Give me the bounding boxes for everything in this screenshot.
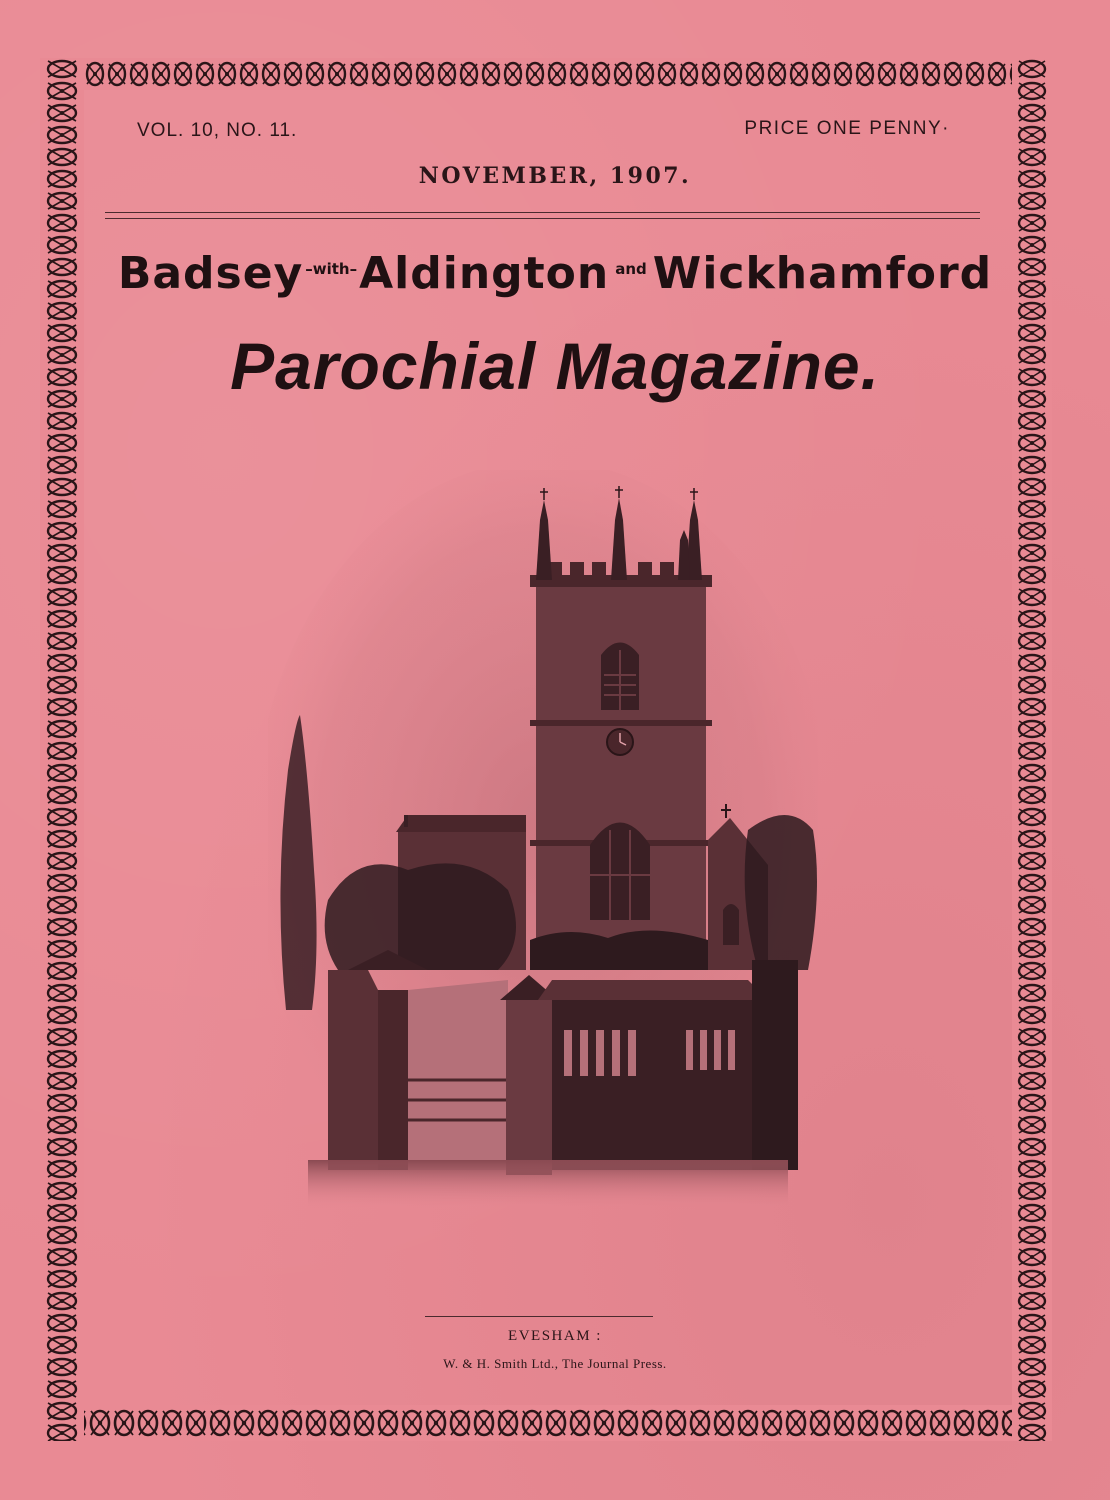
publisher-name: W. & H. Smith Ltd., The Journal Press. — [443, 1356, 667, 1371]
title-wickhamford: Wickhamford — [652, 248, 993, 299]
church-photograph — [268, 470, 818, 1210]
title-badsey: Badsey — [117, 248, 304, 299]
issue-date: NOVEMBER, 1907. — [418, 163, 692, 189]
price-label: PRICE ONE PENNY· — [744, 118, 950, 139]
header-divider — [105, 212, 980, 213]
magazine-subtitle: Parochial Magazine. — [230, 329, 880, 403]
ornamental-border-top — [40, 58, 1052, 90]
parish-title — [0, 248, 1110, 299]
title-with: –with– — [305, 260, 358, 278]
volume-number: VOL. 10, NO. 11. — [137, 120, 298, 141]
title-aldington: Aldington — [359, 248, 610, 299]
ornamental-border-bottom — [40, 1405, 1052, 1441]
header-divider-thin — [105, 218, 980, 219]
footer-divider — [425, 1316, 653, 1317]
publisher-place: EVESHAM : — [508, 1328, 602, 1344]
title-and: and — [615, 260, 647, 278]
